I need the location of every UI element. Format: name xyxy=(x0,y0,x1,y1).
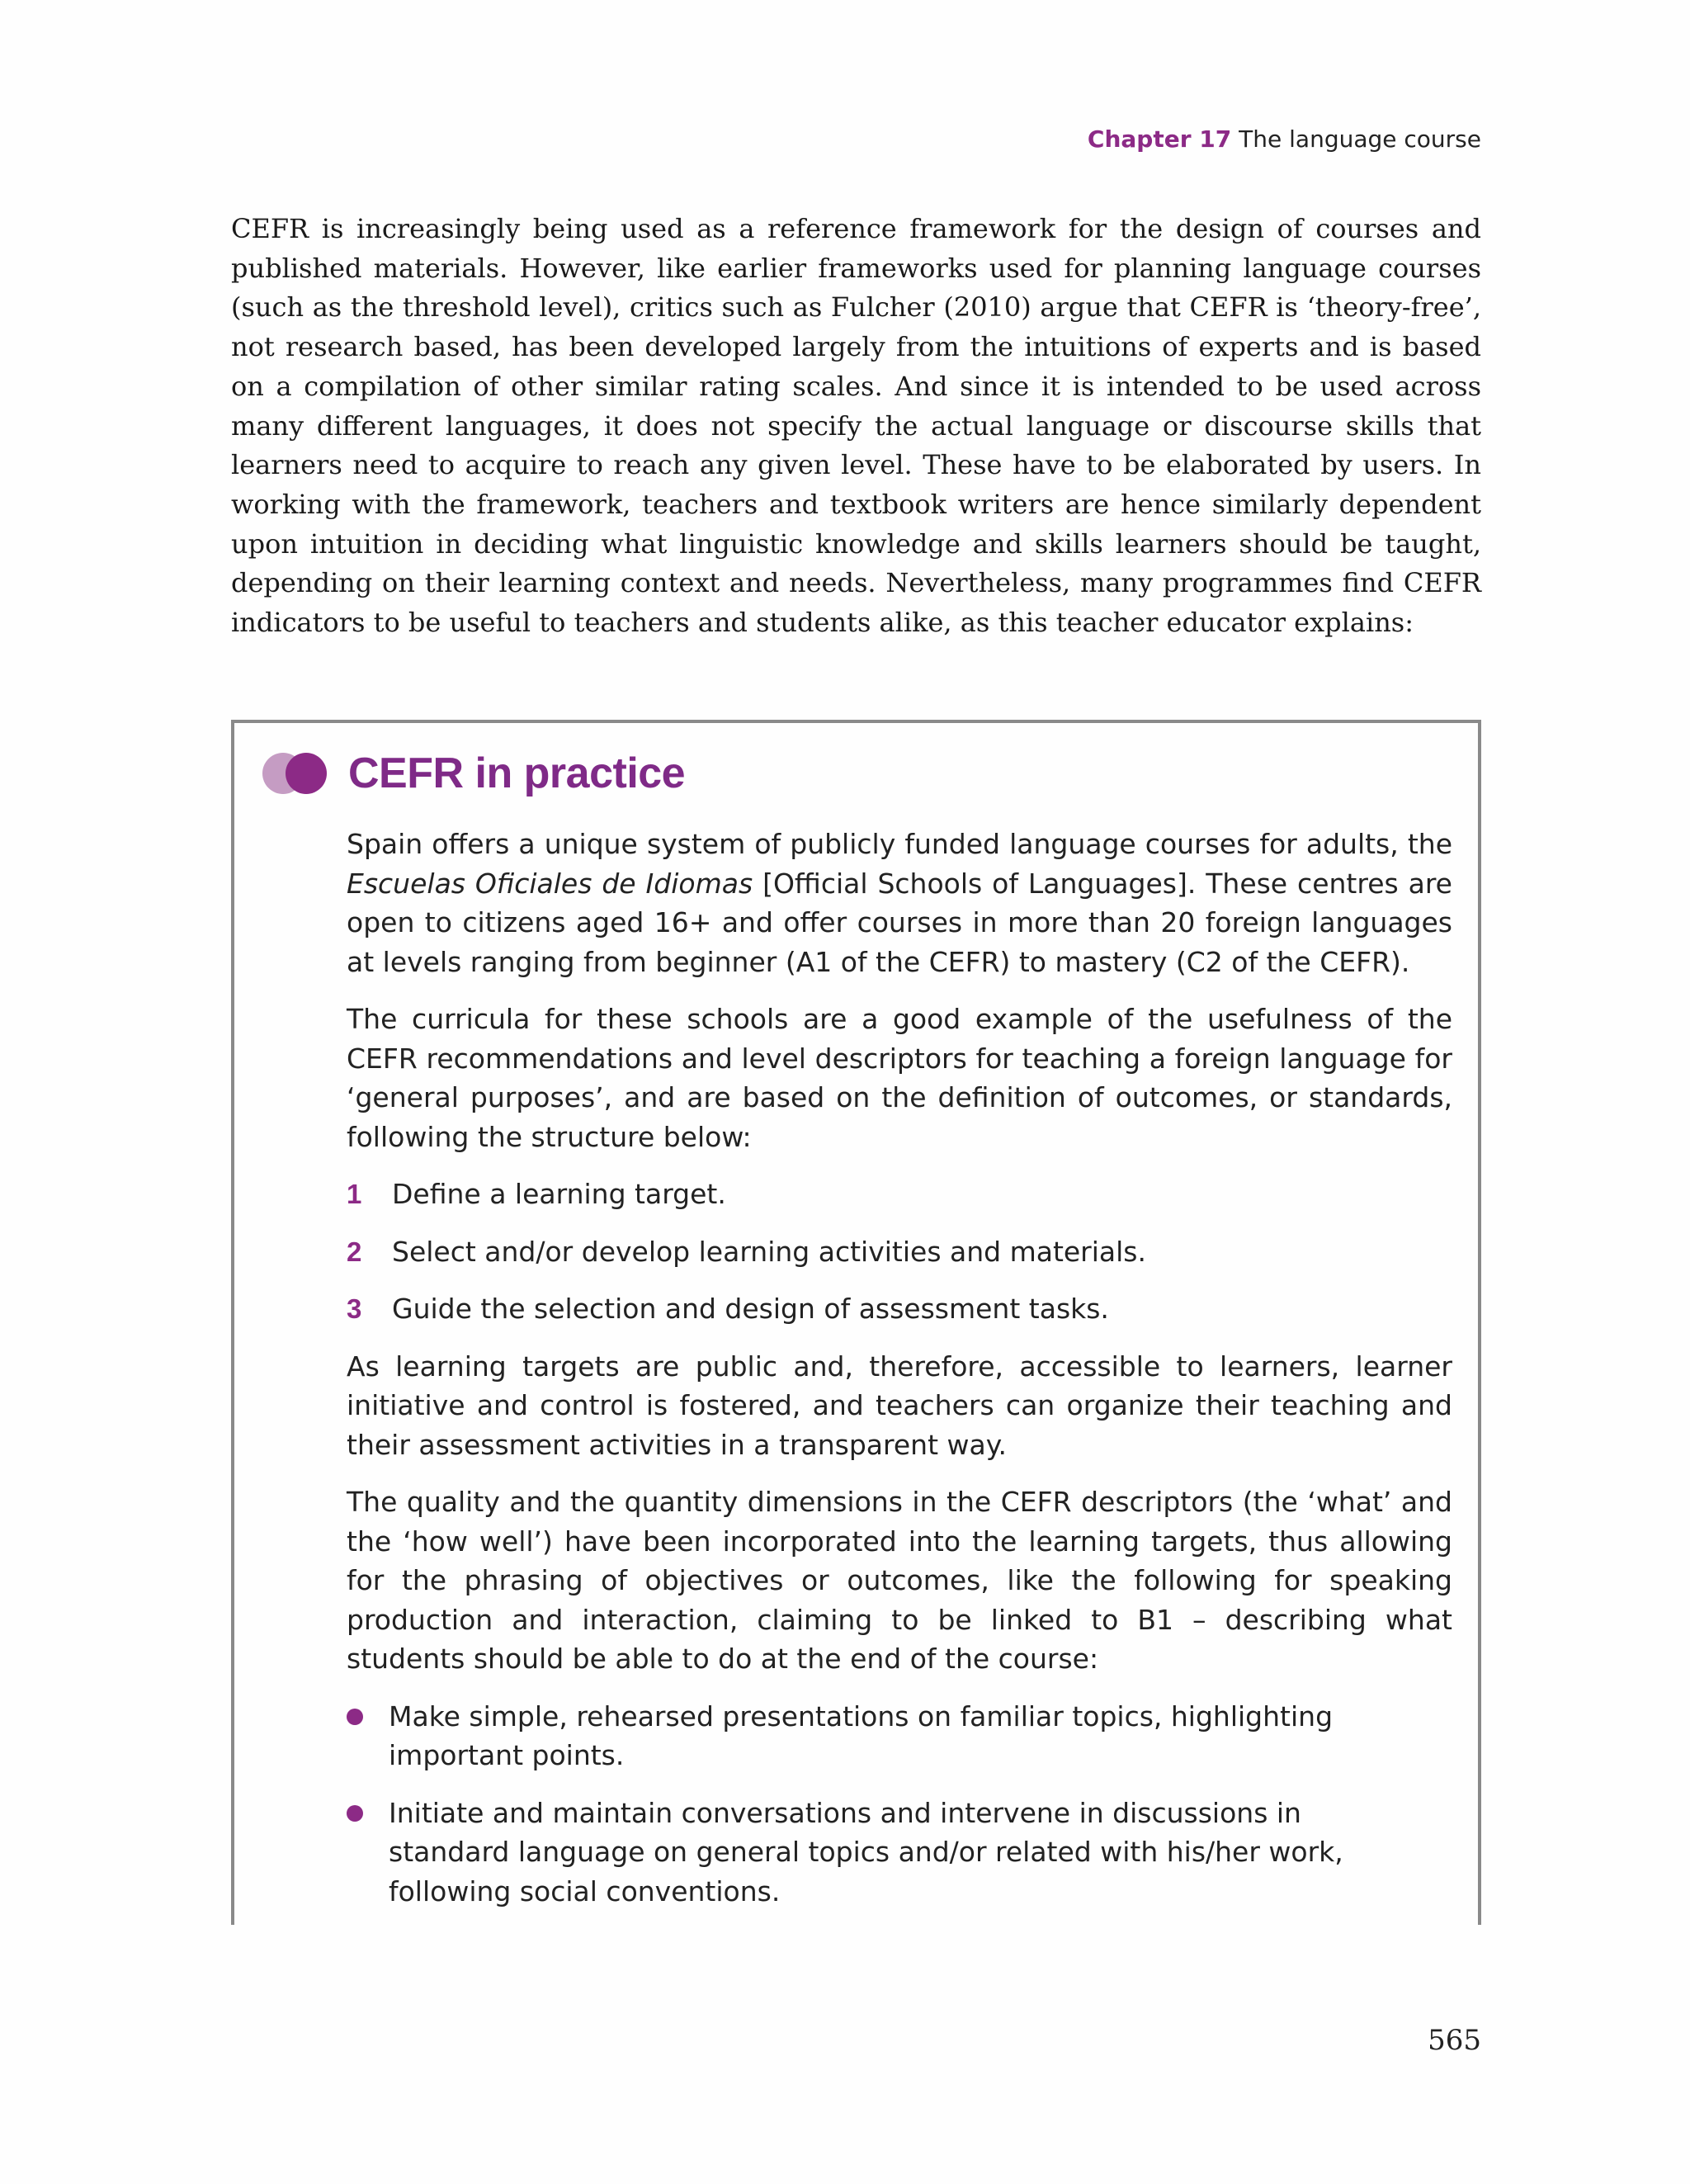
school-name-italic: Escuelas Oficiales de Idiomas xyxy=(347,867,753,900)
bullet-item xyxy=(347,1697,1452,1775)
list-number: 1 xyxy=(347,1179,362,1209)
numbered-list xyxy=(347,1175,1452,1329)
page-number: 565 xyxy=(1428,2024,1481,2057)
list-item xyxy=(347,1232,1452,1272)
double-circle-icon xyxy=(262,750,330,797)
list-item xyxy=(347,1175,1452,1214)
chapter-title: The language course xyxy=(1239,125,1481,153)
chapter-label: Chapter 17 xyxy=(1087,125,1232,153)
box-title: CEFR in practice xyxy=(348,749,686,797)
box-header xyxy=(262,745,685,802)
list-item xyxy=(347,1289,1452,1329)
bullet-text: Make simple, rehearsed presentations on familiar topics, highlighting important points. xyxy=(389,1699,1334,1771)
bullet-text: Initiate and maintain conversations and intervene in discussions in standard language on general topics and/or related with his/her work, following social conventions. xyxy=(389,1796,1343,1907)
running-head xyxy=(1088,125,1481,153)
list-item-text: Guide the selection and design of assessment tasks. xyxy=(392,1293,1109,1325)
box-paragraph-4: The quality and the quantity dimensions in the CEFR descriptors (the ‘what’ and the ‘how well’) have been incorporated into the learning targets, thus allowing for the phrasing of objectives or outcomes, like the following for speaking production and interaction, claiming to be linked to B1 – describing what students should be able to do at the end of the course: xyxy=(347,1486,1452,1675)
list-item-text: Define a learning target. xyxy=(392,1178,726,1210)
list-number: 3 xyxy=(347,1293,362,1324)
box-body xyxy=(347,825,1452,1929)
bullet-list xyxy=(347,1697,1452,1912)
intro-paragraph: CEFR is increasingly being used as a reference framework for the design of courses and published materials. However, like earlier frameworks used for planning language courses (such as the threshold level), critics such as Fulcher (2010) argue that CEFR is ‘theory-free’, not research based, has been developed largely from the intuitions of experts and is based on a compilation of other similar rating scales. And since it is intended to be used across many different languages, it does not specify the actual language or discourse skills that learners need to acquire to reach any given level. These have to be elaborated by users. In working with the framework, teachers and textbook writers are hence similarly dependent upon intuition in deciding what linguistic knowledge and skills learners should be taught, depending on their learning context and needs. Nevertheless, many programmes find CEFR indicators to be useful to teachers and students alike, as this teacher educator explains: xyxy=(231,213,1481,639)
box-paragraph-3: As learning targets are public and, therefore, accessible to learners, learner initiative and control is fostered, and teachers can organize their teaching and their assessment activities in a transparent way. xyxy=(347,1350,1452,1461)
bullet-item xyxy=(347,1794,1452,1912)
cefr-in-practice-box xyxy=(231,720,1481,1925)
box-paragraph-1: Spain offers a unique system of publicly funded language courses for adults, the Escuelas Oficiales de Idiomas [Official Schools of Languages]. These centres are open to citizens aged 16+ and offer courses in more than 20 foreign languages at levels ranging from beginner (A1 of the CEFR) to mastery (C2 of the CEFR). xyxy=(347,828,1452,978)
list-item-text: Select and/or develop learning activities and materials. xyxy=(392,1235,1146,1268)
list-number: 2 xyxy=(347,1236,362,1267)
box-paragraph-2: The curricula for these schools are a good example of the usefulness of the CEFR recommendations and level descriptors for teaching a foreign language for ‘general purposes’, and are based on the definition of outcomes, or standards, following the structure below: xyxy=(347,1003,1452,1153)
bullet-dot-icon xyxy=(347,1805,363,1822)
bullet-dot-icon xyxy=(347,1709,363,1725)
